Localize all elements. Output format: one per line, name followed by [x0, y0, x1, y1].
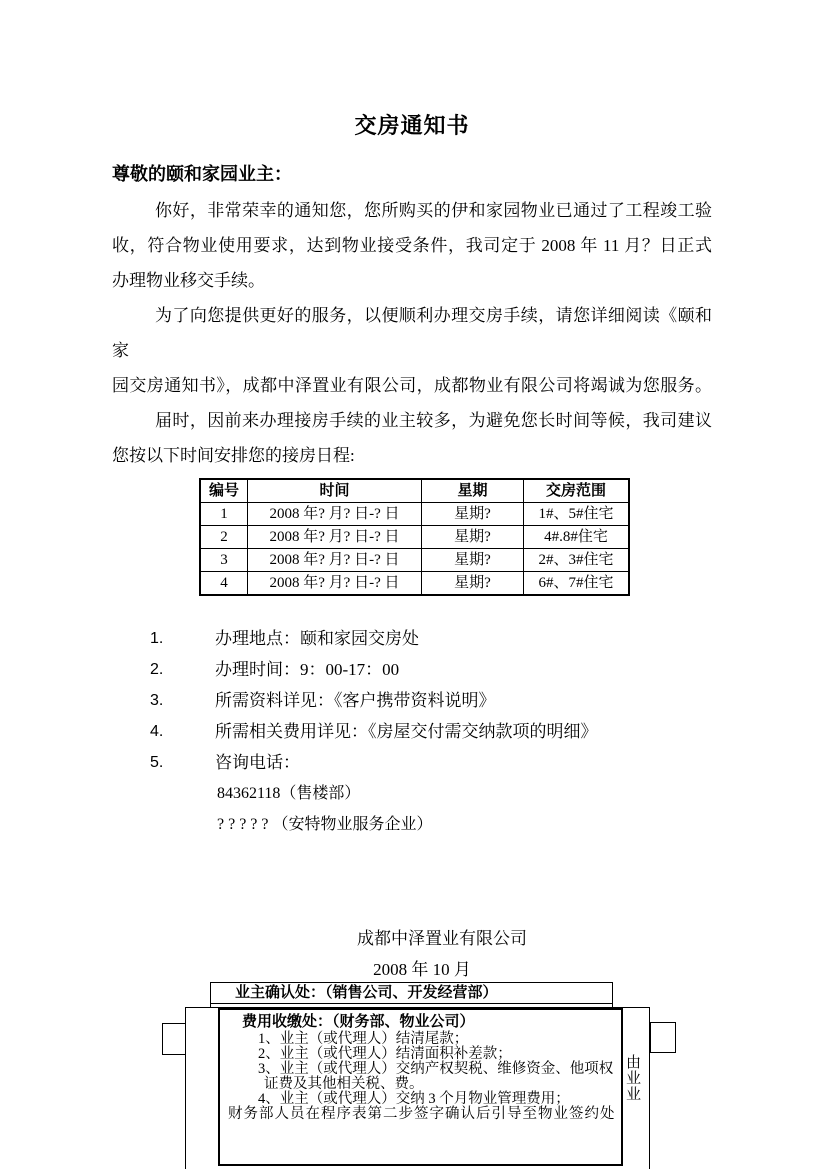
connector-tab-left: [162, 1023, 187, 1055]
paragraph-line: 园交房通知书》，成都中泽置业有限公司，成都物业有限公司将竭诚为您服务。: [112, 376, 712, 395]
phone-line-sales: 84362118（售楼部）: [217, 785, 361, 802]
list-item-number: 4.: [150, 723, 164, 740]
paragraph-line: 你好，非常荣幸的通知您，您所购买的伊和家园物业已通过了工程竣工验: [155, 201, 712, 220]
table-cell: 4: [200, 572, 248, 596]
fee-item-wrap-line: 证费及其他相关税、费。: [264, 1076, 424, 1092]
paragraph-line: 办理物业移交手续。: [112, 271, 265, 290]
page-title: 交房通知书: [354, 113, 470, 138]
info-list: [112, 623, 712, 840]
table-cell: 星期?: [422, 503, 524, 526]
table-cell: 星期?: [422, 572, 524, 596]
table-header-row: [200, 479, 629, 503]
table-cell: 2008 年? 月? 日-? 日: [248, 526, 422, 549]
table-cell: 4#.8#住宅: [524, 526, 630, 549]
paragraph-line: 您按以下时间安排您的接房日程:: [112, 446, 355, 465]
list-item: [112, 685, 712, 716]
list-item-text: 所需资料详见：《客户携带资料说明》: [215, 691, 496, 710]
list-item: [112, 623, 712, 654]
covered-text-fragment: 由业业: [626, 1055, 642, 1103]
fee-item: 2、业主（或代理人）结清面积补差款；: [258, 1046, 512, 1062]
table-cell: 2008 年? 月? 日-? 日: [248, 549, 422, 572]
list-item-text: 咨询电话：: [215, 753, 300, 772]
table-row: [200, 549, 629, 572]
table-cell: 星期?: [422, 549, 524, 572]
table-header-cell: 时间: [248, 479, 422, 503]
list-item: [112, 716, 712, 747]
list-item-text: 办理地点：颐和家园交房处: [215, 629, 419, 648]
salutation: 尊敬的颐和家园业主：: [112, 164, 292, 184]
fee-item: 1、业主（或代理人）结清尾款；: [258, 1031, 469, 1047]
connector-tab-right: [650, 1022, 676, 1053]
list-item-text: 办理时间：9：00-17：00: [215, 660, 400, 679]
fee-box-footer: 财务部人员在程序表第二步签字确认后引导至物业签约处: [228, 1106, 616, 1122]
table-row: [200, 526, 629, 549]
paragraph-line: 收，符合物业使用要求，达到物业接受条件，我司定于 2008 年 11 月？日正式: [112, 236, 712, 255]
paragraph-3: [112, 403, 712, 473]
fee-item: 4、业主（或代理人）交纳 3 个月物业管理费用；: [258, 1091, 570, 1107]
table-cell: 2008 年? 月? 日-? 日: [248, 503, 422, 526]
table-cell: 6#、7#住宅: [524, 572, 630, 596]
list-item-number: 3.: [150, 692, 164, 709]
fee-collection-box: [218, 1008, 623, 1166]
list-item-number: 2.: [150, 661, 164, 678]
list-item-number: 1.: [150, 630, 164, 647]
table-header-cell: 交房范围: [524, 479, 630, 503]
paragraph-1: [112, 193, 712, 298]
schedule-table: [199, 478, 630, 596]
fee-item: 3、业主（或代理人）交纳产权契税、维修资金、他项权: [258, 1061, 614, 1077]
fee-box-title: 费用收缴处：（财务部、物业公司）: [242, 1014, 475, 1030]
table-cell: 2008 年? 月? 日-? 日: [248, 572, 422, 596]
table-row: [200, 572, 629, 596]
signature-company: 成都中泽置业有限公司: [357, 929, 527, 948]
table-cell: 3: [200, 549, 248, 572]
body-paragraphs: [112, 193, 712, 473]
table-cell: 2#、3#住宅: [524, 549, 630, 572]
signature-date: 2008 年 10 月: [373, 960, 471, 979]
list-item: [112, 654, 712, 685]
table-header-cell: 星期: [422, 479, 524, 503]
table-cell: 星期?: [422, 526, 524, 549]
phone-line-property: ? ? ? ? ? （安特物业服务企业）: [217, 816, 433, 833]
paragraph-line: 届时，因前来办理接房手续的业主较多，为避免您长时间等候，我司建议: [155, 411, 712, 430]
list-item-number: 5.: [150, 754, 164, 771]
owner-confirm-title: 业主确认处：（销售公司、开发经营部）: [211, 983, 612, 1004]
document-body: [112, 0, 712, 980]
table-cell: 1: [200, 503, 248, 526]
paragraph-2: [112, 298, 712, 403]
list-item: [112, 747, 712, 778]
table-cell: 1#、5#住宅: [524, 503, 630, 526]
table-header-cell: 编号: [200, 479, 248, 503]
paragraph-line: 为了向您提供更好的服务，以便顺利办理交房手续，请您详细阅读《颐和家: [112, 306, 712, 360]
table-cell: 2: [200, 526, 248, 549]
list-item-text: 所需相关费用详见：《房屋交付需交纳款项的明细》: [215, 722, 598, 741]
table-row: [200, 503, 629, 526]
